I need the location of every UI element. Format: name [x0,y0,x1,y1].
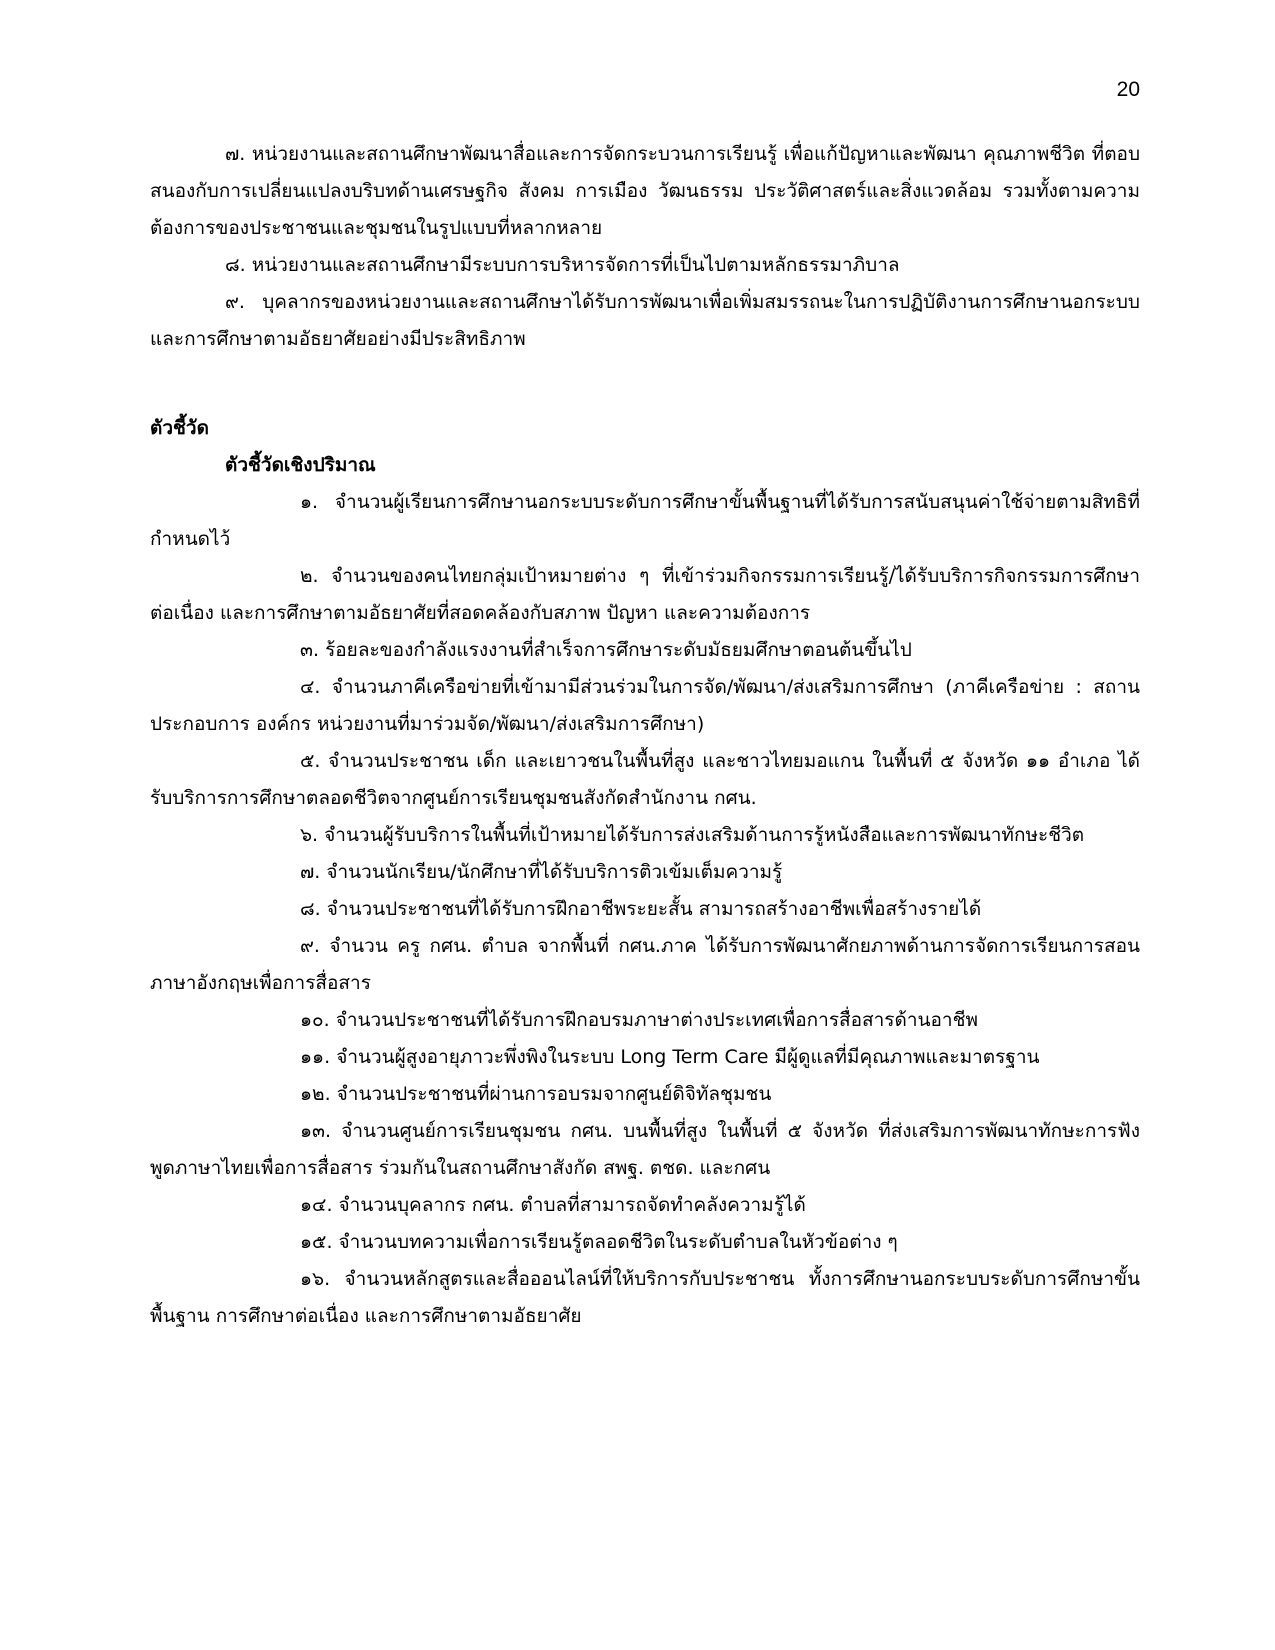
indicator-item-16: ๑๖. จำนวนหลักสูตรและสื่อออนไลน์ที่ให้บริการกับประชาชน ทั้งการศึกษานอกระบบระดับการศึกษาขั้นพื้นฐาน การศึกษาต่อเนื่อง และการศึกษาตามอัธยาศัย [150,1268,1140,1327]
goal-item-8: ๘. หน่วยงานและสถานศึกษามีระบบการบริหารจัดการที่เป็นไปตามหลักธรรมาภิบาล [225,254,900,276]
indicator-item-12: ๑๒. จำนวนประชาชนที่ผ่านการอบรมจากศูนย์ดิจิทัลชุมชน [300,1083,772,1105]
indicator-item-14: ๑๔. จำนวนบุคลากร กศน. ตำบลที่สามารถจัดทำคลังความรู้ได้ [300,1194,806,1216]
indicator-item-9: ๙. จำนวน ครู กศน. ตำบล จากพื้นที่ กศน.ภาค ได้รับการพัฒนาศักยภาพด้านการจัดการเรียนการสอนภาษาอังกฤษเพื่อการสื่อสาร [150,935,1140,994]
goal-item-7: ๗. หน่วยงานและสถานศึกษาพัฒนาสื่อและการจัดกระบวนการเรียนรู้ เพื่อแก้ปัญหาและพัฒนา คุณภาพชีวิต ที่ตอบสนองกับการเปลี่ยนแปลงบริบทด้านเศรษฐกิจ สังคม การเมือง วัฒนธรรม ประวัติศาสตร์และสิ่งแวดล้อม รวมทั้งตามความต้องการของประชาชนและชุมชนในรูปแบบที่หลากหลาย [150,143,1140,239]
indicators-heading: ตัวชี้วัด [150,417,209,439]
goal-item-9: ๙. บุคลากรของหน่วยงานและสถานศึกษาได้รับการพัฒนาเพื่อเพิ่มสมรรถนะในการปฏิบัติงานการศึกษานอกระบบและการศึกษาตามอัธยาศัยอย่างมีประสิทธิภาพ [150,291,1140,350]
indicator-item-10: ๑๐. จำนวนประชาชนที่ได้รับการฝึกอบรมภาษาต่างประเทศเพื่อการสื่อสารด้านอาชีพ [300,1009,979,1031]
indicator-item-8: ๘. จำนวนประชาชนที่ได้รับการฝึกอาชีพระยะสั้น สามารถสร้างอาชีพเพื่อสร้างรายได้ [300,898,982,920]
indicator-item-3: ๓. ร้อยละของกำลังแรงงานที่สำเร็จการศึกษาระดับมัธยมศึกษาตอนต้นขึ้นไป [300,639,912,661]
indicator-item-7: ๗. จำนวนนักเรียน/นักศึกษาที่ได้รับบริการติวเข้มเต็มความรู้ [300,861,783,883]
page-number: 20 [1116,78,1140,101]
document-body [150,136,1140,1335]
indicators-list [150,484,1140,1335]
indicator-item-15: ๑๕. จำนวนบทความเพื่อการเรียนรู้ตลอดชีวิตในระดับตำบลในหัวข้อต่าง ๆ [300,1231,898,1253]
indicator-item-5: ๕. จำนวนประชาชน เด็ก และเยาวชนในพื้นที่สูง และชาวไทยมอแกน ในพื้นที่ ๕ จังหวัด ๑๑ อำเภอ ได้รับบริการการศึกษาตลอดชีวิตจากศูนย์การเรียนชุมชนสังกัดสำนักงาน กศน. [150,750,1140,809]
indicator-item-11: ๑๑. จำนวนผู้สูงอายุภาวะพึ่งพิงในระบบ Long Term Care มีผู้ดูแลที่มีคุณภาพและมาตรฐาน [300,1046,1040,1068]
quantitative-indicators-heading: ตัวชี้วัดเชิงปริมาณ [225,454,376,476]
indicator-item-2: ๒. จำนวนของคนไทยกลุ่มเป้าหมายต่าง ๆ ที่เข้าร่วมกิจกรรมการเรียนรู้/ได้รับบริการกิจกรรมการศึกษาต่อเนื่อง และการศึกษาตามอัธยาศัยที่สอดคล้องกับสภาพ ปัญหา และความต้องการ [150,565,1140,624]
indicator-item-13: ๑๓. จำนวนศูนย์การเรียนชุมชน กศน. บนพื้นที่สูง ในพื้นที่ ๕ จังหวัด ที่ส่งเสริมการพัฒนาทักษะการฟัง พูดภาษาไทยเพื่อการสื่อสาร ร่วมกันในสถานศึกษาสังกัด สพฐ. ตชด. และกศน [150,1120,1140,1179]
indicator-item-4: ๔. จำนวนภาคีเครือข่ายที่เข้ามามีส่วนร่วมในการจัด/พัฒนา/ส่งเสริมการศึกษา (ภาคีเครือข่าย : สถานประกอบการ องค์กร หน่วยงานที่มาร่วมจัด/พัฒนา/ส่งเสริมการศึกษา) [150,676,1140,735]
indicator-item-6: ๖. จำนวนผู้รับบริการในพื้นที่เป้าหมายได้รับการส่งเสริมด้านการรู้หนังสือและการพัฒนาทักษะชีวิต [300,824,1085,846]
indicator-item-1: ๑. จำนวนผู้เรียนการศึกษานอกระบบระดับการศึกษาขั้นพื้นฐานที่ได้รับการสนับสนุนค่าใช้จ่ายตามสิทธิที่กำหนดไว้ [150,491,1140,550]
goals-list [150,136,1140,358]
